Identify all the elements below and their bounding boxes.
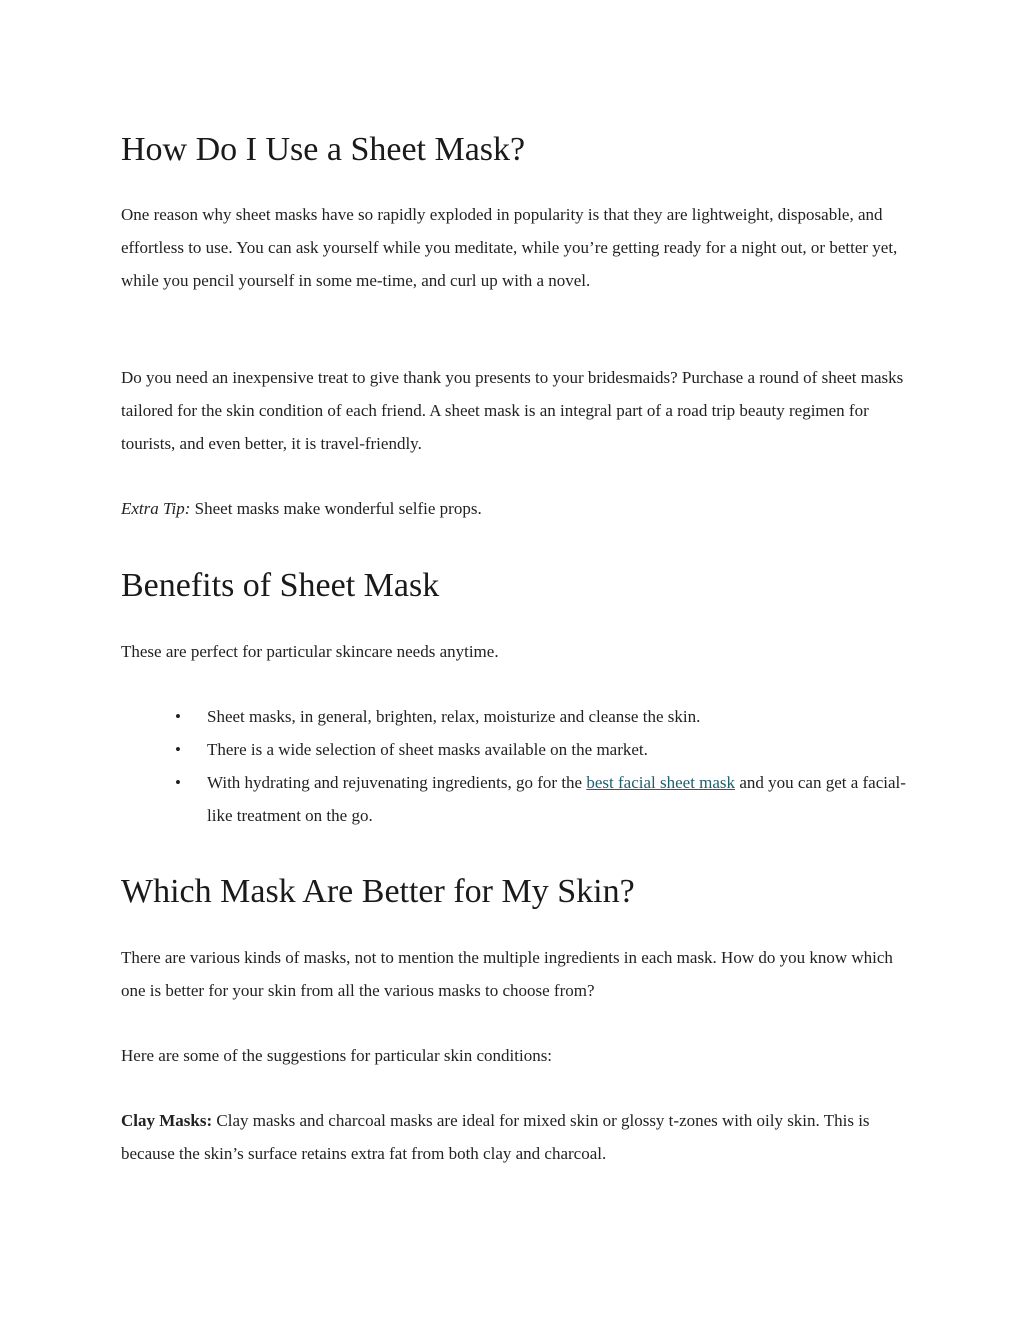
extra-tip-label: Extra Tip: — [121, 499, 191, 518]
heading-how-to-use: How Do I Use a Sheet Mask? — [121, 131, 526, 168]
list-item — [121, 700, 911, 733]
clay-masks-text: Clay masks and charcoal masks are ideal for mixed skin or glossy t-zones with oily skin. This is because the skin’s surface retains extra fat from both clay and charcoal. — [121, 1111, 870, 1163]
heading-which-mask: Which Mask Are Better for My Skin? — [121, 873, 635, 910]
list-item-text: Sheet masks, in general, brighten, relax, moisturize and cleanse the skin. — [207, 707, 701, 726]
list-item-text-after-link: and you can get a facial-like treatment on the go. — [207, 773, 906, 825]
clay-masks-label: Clay Masks: — [121, 1111, 213, 1130]
paragraph-popularity: One reason why sheet masks have so rapidly exploded in popularity is that they are lightweight, disposable, and effortless to use. You can ask yourself while you meditate, while you’re getting ready for a night out, or better yet, while you pencil yourself in some me-time, and curl up with a novel. — [121, 205, 898, 290]
benefits-list — [121, 700, 911, 832]
list-item — [121, 733, 911, 766]
paragraph-extra-tip — [121, 492, 911, 525]
bullet-icon: • — [175, 773, 181, 792]
list-item-text: There is a wide selection of sheet masks available on the market. — [207, 740, 648, 759]
paragraph-bridesmaids: Do you need an inexpensive treat to give thank you presents to your bridesmaids? Purchase a round of sheet masks tailored for the skin condition of each friend. A sheet mask is an integral part of a road trip beauty regimen for tourists, and even better, it is travel-friendly. — [121, 368, 904, 453]
bullet-icon: • — [175, 740, 181, 759]
best-facial-sheet-mask-link[interactable]: best facial sheet mask — [586, 773, 736, 792]
list-item-text-before-link: With hydrating and rejuvenating ingredients, go for the — [207, 773, 587, 792]
paragraph-mask-kinds: There are various kinds of masks, not to mention the multiple ingredients in each mask. How do you know which one is better for your skin from all the various masks to choose from? — [121, 948, 893, 1000]
paragraph-suggestions: Here are some of the suggestions for particular skin conditions: — [121, 1046, 553, 1065]
heading-benefits: Benefits of Sheet Mask — [121, 567, 440, 604]
paragraph-clay-masks — [121, 1104, 911, 1170]
bullet-icon: • — [175, 707, 181, 726]
extra-tip-text: Sheet masks make wonderful selfie props. — [190, 499, 482, 518]
list-item — [121, 766, 911, 832]
paragraph-benefits-intro: These are perfect for particular skincare needs anytime. — [121, 642, 499, 661]
